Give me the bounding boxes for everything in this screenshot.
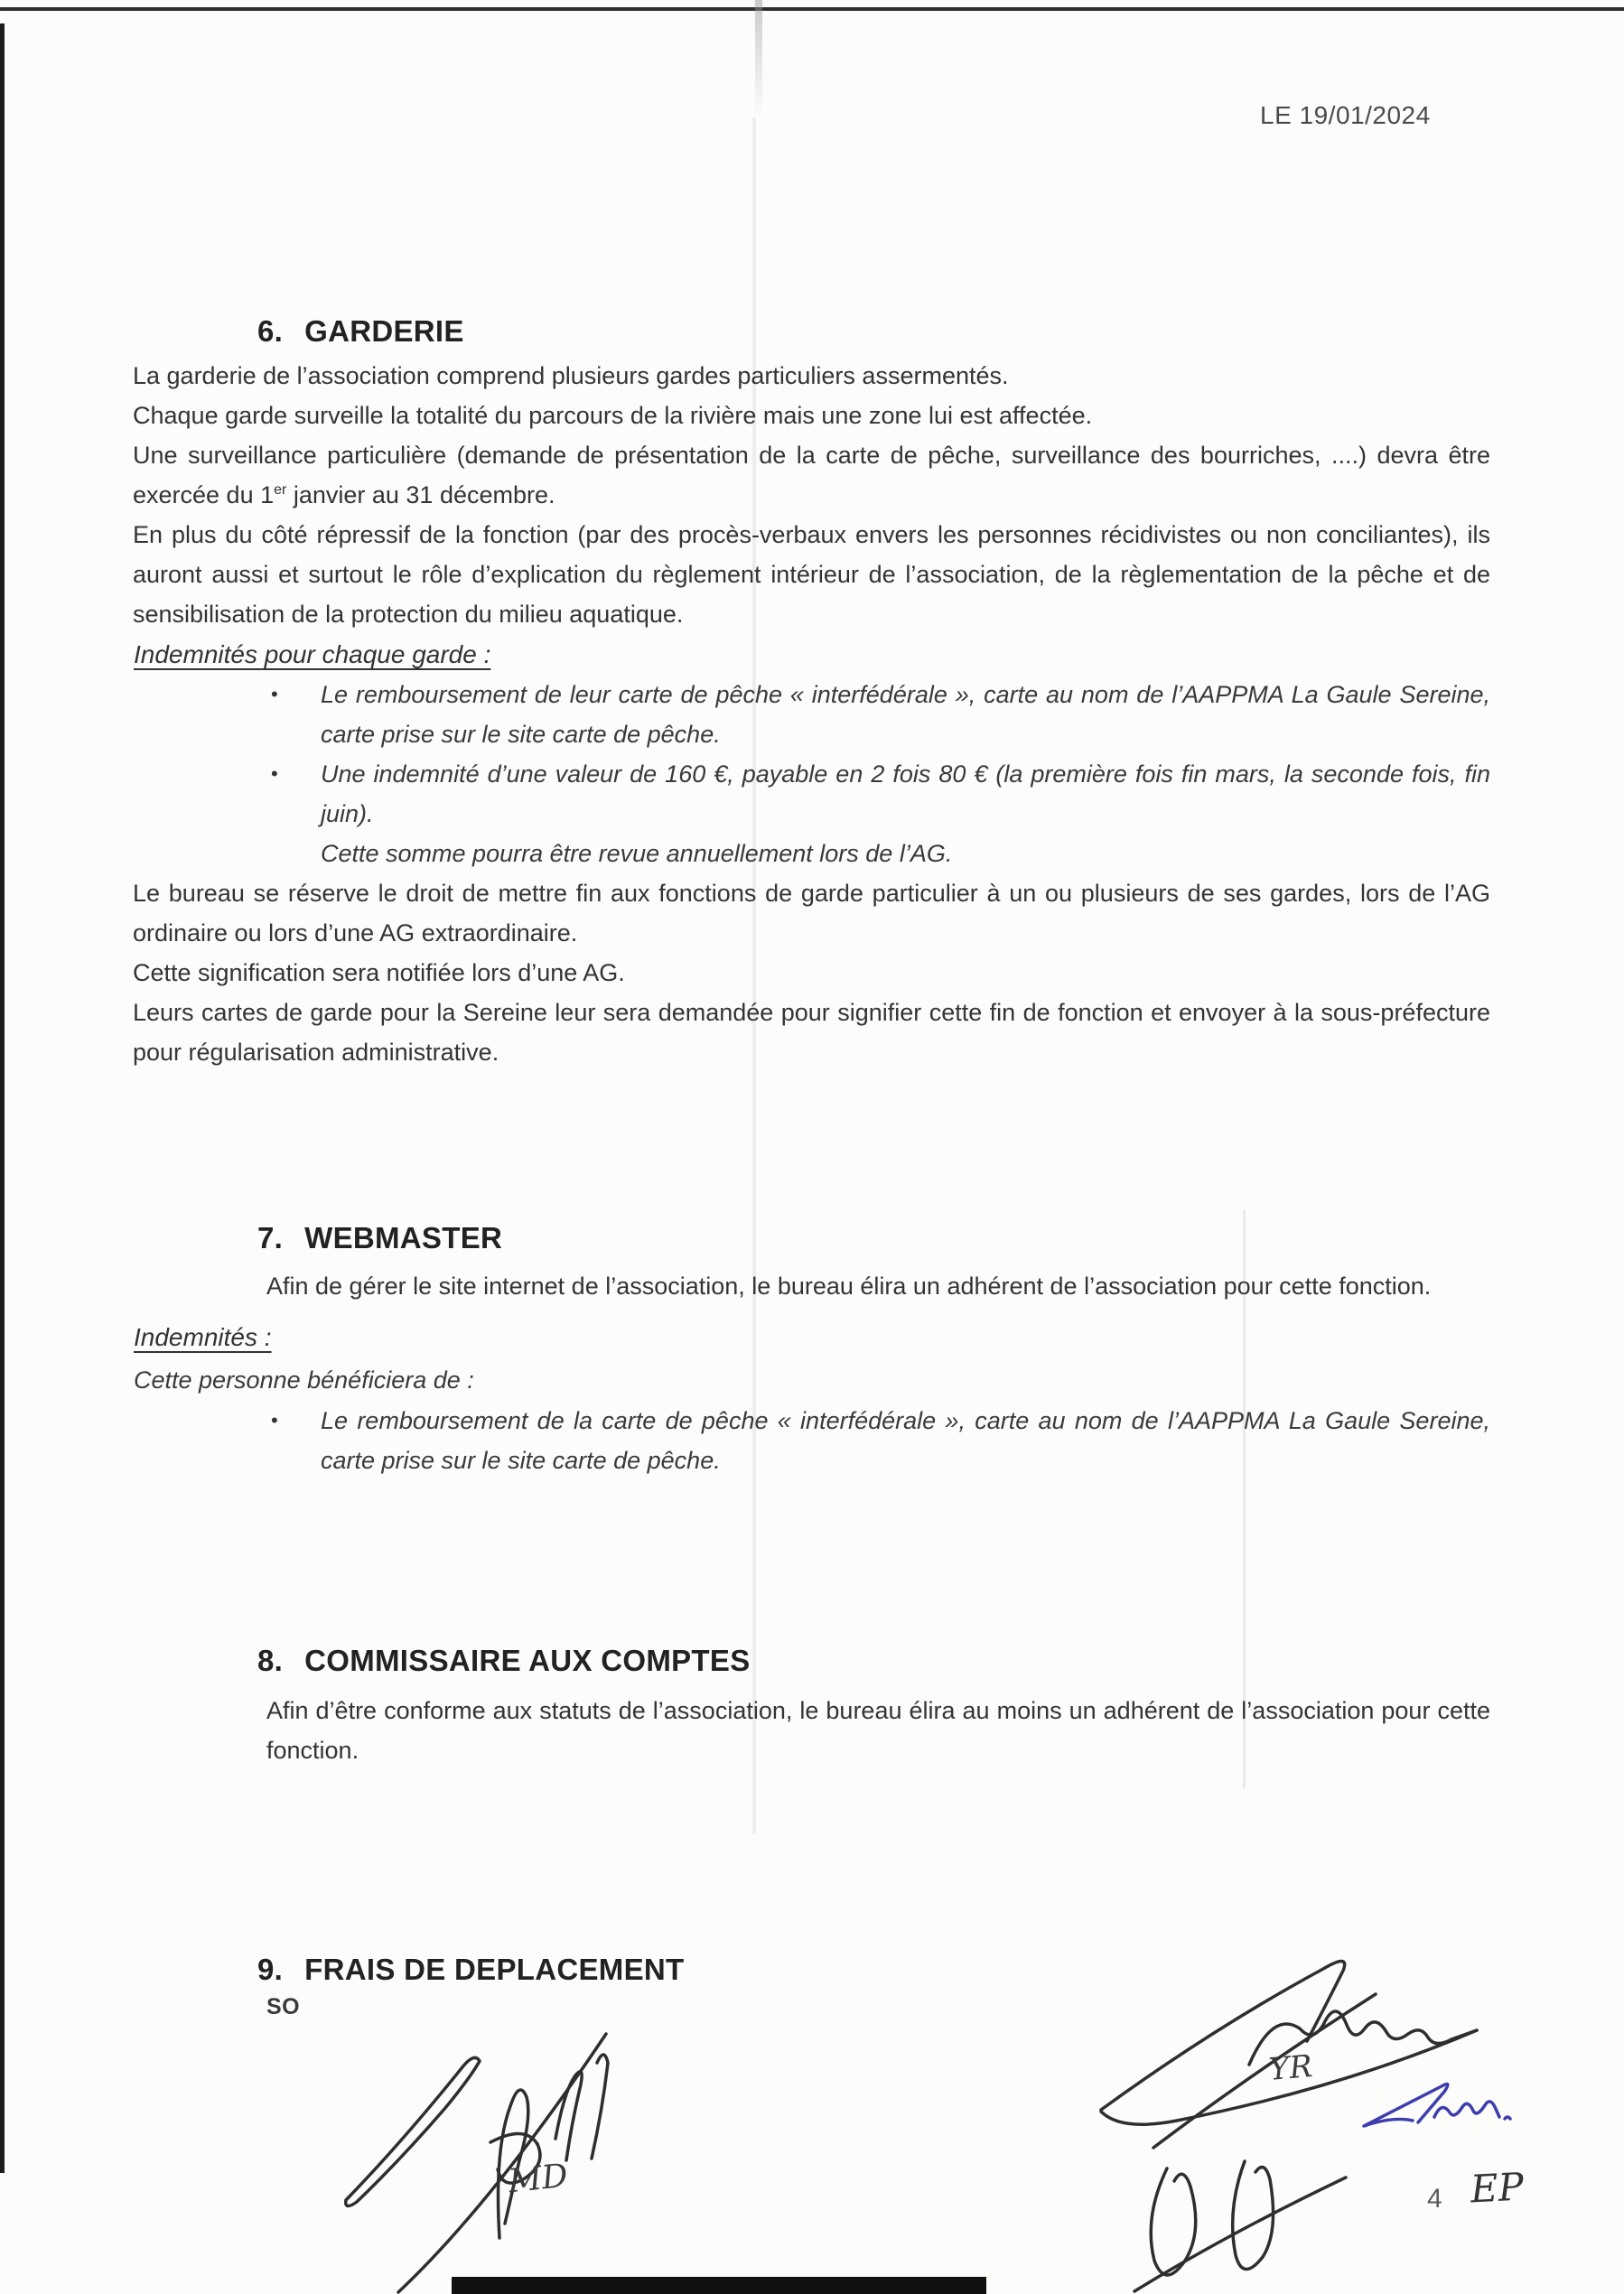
paragraph: Leurs cartes de garde pour la Sereine leur sera demandée pour signifier cette fin de fonction et envoyer à la sous-préfecture pour régularisation administrative. (133, 999, 1490, 1066)
section-garderie (0, 314, 1624, 1072)
annotator-initials: EP (1469, 2164, 1526, 2212)
section-title: WEBMASTER (304, 1221, 503, 1254)
paragraph (133, 435, 1490, 515)
superscript: er (274, 482, 287, 498)
bullet-note: Cette somme pourra être revue annuellement lors de l’AG. (321, 840, 953, 867)
paragraph: Le bureau se réserve le droit de mettre fin aux fonctions de garde particulier à un ou plusieurs de ses gardes, lors de l’AG ordinaire ou lors d’une AG extraordinaire. (133, 880, 1490, 947)
section-frais-note: SO (266, 1994, 301, 2019)
bullet-text: Une indemnité d’une valeur de 160 €, payable en 2 fois 80 € (la première fois fin mars, la seconde fois, fin juin). (321, 760, 1490, 827)
signature-left-image (339, 2023, 637, 2294)
section-number: 8. (257, 1644, 284, 1677)
section-title: FRAIS DE DEPLACEMENT (304, 1953, 685, 1986)
signature-initials-yr: YR (1267, 2047, 1314, 2089)
bullet-item (271, 1401, 1490, 1480)
paragraph: Afin d’être conforme aux statuts de l’association, le bureau élira au moins un adhérent de l’association pour cette fonction. (266, 1697, 1490, 1764)
paragraph-text: janvier au 31 décembre. (286, 481, 555, 508)
paragraph: La garderie de l’association comprend plusieurs gardes particuliers assermentés. (133, 362, 1009, 389)
section-title: COMMISSAIRE AUX COMPTES (304, 1644, 751, 1677)
bullet-icon: • (271, 683, 278, 705)
section-garderie-heading (257, 314, 1624, 349)
section-number: 9. (257, 1953, 284, 1986)
bullet-text: Le remboursement de la carte de pêche « interfédérale », carte au nom de l’AAPPMA La Gaule Sereine, carte prise sur le site carte de pêche. (321, 1407, 1490, 1474)
paragraph: Chaque garde surveille la totalité du parcours de la rivière mais une zone lui est affectée. (133, 402, 1093, 429)
section-title: GARDERIE (304, 314, 464, 348)
signature-bottom-right-image (1127, 2154, 1371, 2294)
section-commissaire-heading (257, 1644, 1624, 1678)
signature-blue-image (1355, 2068, 1513, 2154)
bullet-text: Le remboursement de leur carte de pêche « interfédérale », carte au nom de l’AAPPMA La Gaule Sereine, carte prise sur le site carte de pêche. (321, 681, 1490, 748)
indemnites-heading: Indemnités pour chaque garde : (134, 640, 491, 668)
bullet-icon: • (271, 762, 278, 785)
scan-border-top (0, 7, 1624, 11)
section-webmaster-heading (257, 1221, 1624, 1255)
indemnites-heading: Indemnités : (134, 1323, 272, 1351)
paragraph: Cette signification sera notifiée lors d’une AG. (133, 959, 625, 986)
section-commissaire (0, 1644, 1624, 1770)
paragraph: Afin de gérer le site internet de l’association, le bureau élira un adhérent de l’association pour cette fonction. (266, 1273, 1432, 1300)
signature-initials-md: MD (507, 2157, 570, 2201)
scan-streak (755, 0, 762, 117)
bullet-icon: • (271, 1409, 278, 1431)
page-number: 4 (1427, 2184, 1442, 2214)
section-number: 6. (257, 314, 284, 348)
bullet-item (271, 754, 1490, 834)
section-webmaster (0, 1221, 1624, 1480)
date-label: LE 19/01/2024 (1260, 101, 1431, 129)
paragraph: Cette personne bénéficiera de : (134, 1366, 474, 1394)
paragraph: En plus du côté répressif de la fonction (par des procès-verbaux envers les personnes récidivistes ou non conciliantes), ils auront aussi et surtout le rôle d’explication du règlement intérieur de l’association, de la règlementation de la pêche et de sensibilisation de la protection du milieu aquatique. (133, 521, 1490, 628)
bullet-item (271, 675, 1490, 754)
section-number: 7. (257, 1221, 284, 1254)
paragraph-text: Une surveillance particulière (demande de présentation de la carte de pêche, surveillance des bourriches, ....) devra être exercée du 1 (133, 442, 1490, 508)
